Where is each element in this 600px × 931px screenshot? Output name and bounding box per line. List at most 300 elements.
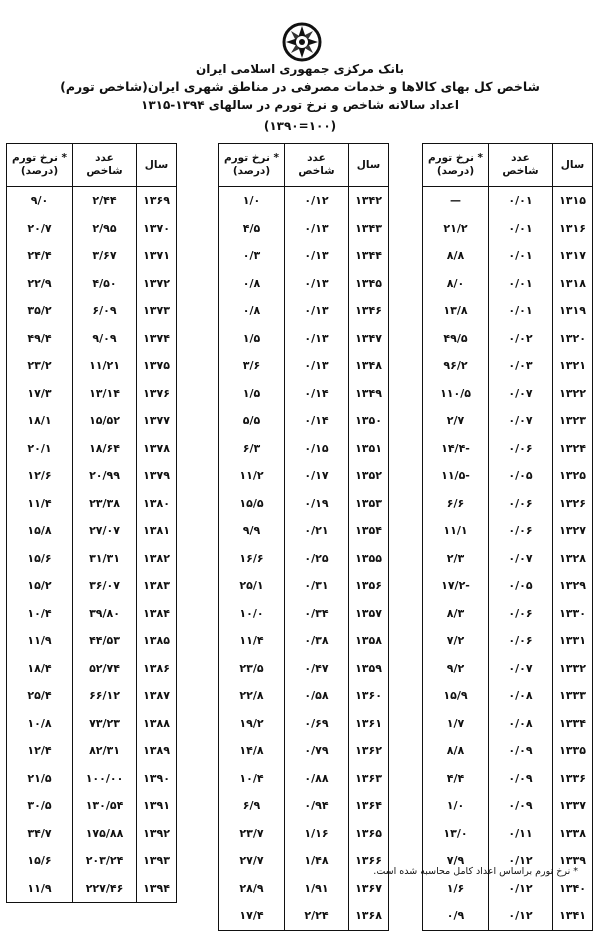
inflation-cell: ۱/۵ — [219, 380, 285, 408]
index-cell: ۰/۶۹ — [285, 710, 349, 738]
index-cell: ۰/۱۲ — [489, 875, 553, 903]
inflation-header: * نرخ تورم (درصد) — [423, 144, 489, 187]
report-header — [0, 0, 600, 140]
table-row — [219, 490, 389, 518]
index-cell: ۰/۱۷ — [285, 462, 349, 490]
table-row — [219, 517, 389, 545]
year-cell: ۱۳۶۳ — [349, 765, 389, 793]
index-cell: ۶۶/۱۲ — [73, 682, 137, 710]
inflation-cell: ۲۵/۱ — [219, 572, 285, 600]
year-cell: ۱۳۵۷ — [349, 600, 389, 628]
inflation-cell: -۱۷/۲ — [423, 572, 489, 600]
table-row — [423, 627, 593, 655]
inflation-cell: ۲۲/۸ — [219, 682, 285, 710]
table-row — [423, 407, 593, 435]
year-cell: ۱۳۲۳ — [553, 407, 593, 435]
index-cell: ۰/۱۳ — [285, 352, 349, 380]
year-cell: ۱۳۵۰ — [349, 407, 389, 435]
year-cell: ۱۳۲۲ — [553, 380, 593, 408]
year-cell: ۱۳۴۷ — [349, 325, 389, 353]
year-cell: ۱۳۵۹ — [349, 655, 389, 683]
index-cell: ۰/۰۶ — [489, 517, 553, 545]
index-header: عدد شاخص — [489, 144, 553, 187]
year-cell: ۱۳۷۵ — [137, 352, 177, 380]
index-cell: ۰/۰۶ — [489, 627, 553, 655]
index-cell: ۰/۰۹ — [489, 737, 553, 765]
table-row — [7, 737, 177, 765]
index-cell: ۰/۱۳ — [285, 297, 349, 325]
inflation-cell: ۷/۲ — [423, 627, 489, 655]
table-row — [219, 902, 389, 930]
year-cell: ۱۳۳۹ — [553, 847, 593, 875]
index-cell: ۰/۰۷ — [489, 655, 553, 683]
inflation-cell: ۰/۸ — [219, 270, 285, 298]
inflation-cell: ۱۸/۴ — [7, 655, 73, 683]
index-cell: ۰/۰۸ — [489, 682, 553, 710]
inflation-cell: -۱۱/۵ — [423, 462, 489, 490]
inflation-cell: ۱۱/۹ — [7, 627, 73, 655]
inflation-cell: ۸/۰ — [423, 270, 489, 298]
index-cell: ۴۴/۵۳ — [73, 627, 137, 655]
inflation-cell: ۷/۹ — [423, 847, 489, 875]
table-row — [219, 215, 389, 243]
index-cell: ۰/۰۶ — [489, 435, 553, 463]
table-row — [7, 242, 177, 270]
year-cell: ۱۳۳۷ — [553, 792, 593, 820]
index-cell: ۰/۱۴ — [285, 407, 349, 435]
year-cell: ۱۳۲۹ — [553, 572, 593, 600]
inflation-cell: ۱۰/۴ — [219, 765, 285, 793]
year-cell: ۱۳۶۸ — [349, 902, 389, 930]
year-cell: ۱۳۹۰ — [137, 765, 177, 793]
year-cell: ۱۳۱۸ — [553, 270, 593, 298]
index-cell: ۱/۴۸ — [285, 847, 349, 875]
inflation-cell: ۱۷/۴ — [219, 902, 285, 930]
year-cell: ۱۳۷۰ — [137, 215, 177, 243]
table-row — [219, 270, 389, 298]
table-row — [7, 820, 177, 848]
table-row — [423, 462, 593, 490]
index-cell: ۰/۰۳ — [489, 352, 553, 380]
year-cell: ۱۳۸۰ — [137, 490, 177, 518]
table-row — [7, 545, 177, 573]
table-row — [7, 297, 177, 325]
table-row — [423, 215, 593, 243]
table-row — [423, 545, 593, 573]
year-cell: ۱۳۵۸ — [349, 627, 389, 655]
index-cell: ۵۲/۷۴ — [73, 655, 137, 683]
inflation-cell: ۲۷/۷ — [219, 847, 285, 875]
table-row — [219, 187, 389, 215]
index-cell: ۰/۱۵ — [285, 435, 349, 463]
table-row — [423, 572, 593, 600]
year-cell: ۱۳۶۴ — [349, 792, 389, 820]
index-cell: ۰/۷۹ — [285, 737, 349, 765]
index-cell: ۲۰/۹۹ — [73, 462, 137, 490]
year-cell: ۱۳۹۳ — [137, 847, 177, 875]
year-cell: ۱۳۳۴ — [553, 710, 593, 738]
year-cell: ۱۳۴۲ — [349, 187, 389, 215]
central-bank-logo-icon — [282, 22, 322, 62]
year-header: سال — [137, 144, 177, 187]
index-cell: ۰/۰۶ — [489, 490, 553, 518]
year-cell: ۱۳۲۴ — [553, 435, 593, 463]
inflation-cell: ۵/۵ — [219, 407, 285, 435]
year-cell: ۱۳۳۵ — [553, 737, 593, 765]
table-row — [423, 820, 593, 848]
year-cell: ۱۳۷۱ — [137, 242, 177, 270]
inflation-cell: ۱/۰ — [423, 792, 489, 820]
table-row — [7, 215, 177, 243]
index-cell: ۰/۰۱ — [489, 187, 553, 215]
table-row — [219, 600, 389, 628]
table-row — [423, 902, 593, 930]
table-row — [7, 847, 177, 875]
index-cell: ۰/۵۸ — [285, 682, 349, 710]
index-cell: ۰/۹۴ — [285, 792, 349, 820]
index-cell: ۰/۲۱ — [285, 517, 349, 545]
table-row — [7, 600, 177, 628]
index-cell: ۰/۰۷ — [489, 545, 553, 573]
inflation-cell: ۱۱/۱ — [423, 517, 489, 545]
inflation-cell: ۱۱/۴ — [219, 627, 285, 655]
base-year-note: (۱۰۰=۱۳۹۰) — [263, 119, 337, 133]
inflation-cell: ۴۹/۵ — [423, 325, 489, 353]
inflation-cell: ۲۰/۷ — [7, 215, 73, 243]
year-cell: ۱۳۵۵ — [349, 545, 389, 573]
year-cell: ۱۳۹۲ — [137, 820, 177, 848]
inflation-header: * نرخ تورم (درصد) — [219, 144, 285, 187]
inflation-cell: ۱۹/۲ — [219, 710, 285, 738]
year-cell: ۱۳۸۲ — [137, 545, 177, 573]
inflation-cell: ۱۰/۰ — [219, 600, 285, 628]
year-header: سال — [553, 144, 593, 187]
index-cell: ۲۷/۰۷ — [73, 517, 137, 545]
inflation-cell: ۴۹/۴ — [7, 325, 73, 353]
index-cell: ۰/۰۲ — [489, 325, 553, 353]
year-cell: ۱۳۶۱ — [349, 710, 389, 738]
footnote: * نرخ تورم براساس اعداد کامل محاسبه شده است. — [373, 866, 578, 877]
index-cell: ۰/۰۷ — [489, 407, 553, 435]
index-cell: ۱۳/۱۴ — [73, 380, 137, 408]
index-cell: ۲/۴۴ — [73, 187, 137, 215]
inflation-cell: ۱۸/۱ — [7, 407, 73, 435]
inflation-cell: ۴/۵ — [219, 215, 285, 243]
year-cell: ۱۳۶۵ — [349, 820, 389, 848]
table-row — [7, 325, 177, 353]
table-1342-1368 — [218, 143, 389, 931]
index-cell: ۷۳/۲۳ — [73, 710, 137, 738]
index-cell: ۰/۰۵ — [489, 462, 553, 490]
year-cell: ۱۳۵۲ — [349, 462, 389, 490]
year-cell: ۱۳۸۶ — [137, 655, 177, 683]
year-cell: ۱۳۲۶ — [553, 490, 593, 518]
index-cell: ۰/۰۹ — [489, 792, 553, 820]
inflation-cell: ۱۱/۲ — [219, 462, 285, 490]
index-cell: ۱۸/۶۴ — [73, 435, 137, 463]
inflation-cell: ۲/۳ — [423, 545, 489, 573]
index-cell: ۰/۳۱ — [285, 572, 349, 600]
table-row — [7, 490, 177, 518]
year-cell: ۱۳۸۱ — [137, 517, 177, 545]
table-row — [7, 462, 177, 490]
inflation-cell: ۳/۶ — [219, 352, 285, 380]
index-cell: ۳/۶۷ — [73, 242, 137, 270]
bank-name: بانک مرکزی جمهوری اسلامی ایران — [196, 62, 404, 76]
year-cell: ۱۳۴۴ — [349, 242, 389, 270]
inflation-cell: ۸/۸ — [423, 242, 489, 270]
index-cell: ۱۱/۲۱ — [73, 352, 137, 380]
year-cell: ۱۳۵۴ — [349, 517, 389, 545]
year-cell: ۱۳۹۱ — [137, 792, 177, 820]
table-row — [423, 710, 593, 738]
table-row — [7, 655, 177, 683]
table-row — [7, 352, 177, 380]
year-cell: ۱۳۸۹ — [137, 737, 177, 765]
index-cell: ۰/۲۵ — [285, 545, 349, 573]
inflation-cell: ۲۳/۷ — [219, 820, 285, 848]
year-cell: ۱۳۴۳ — [349, 215, 389, 243]
inflation-cell: ۱۵/۸ — [7, 517, 73, 545]
index-cell: ۰/۰۶ — [489, 600, 553, 628]
inflation-cell: ۱۳/۸ — [423, 297, 489, 325]
table-row — [219, 737, 389, 765]
table-row — [219, 765, 389, 793]
year-cell: ۱۳۴۶ — [349, 297, 389, 325]
index-cell: ۰/۰۱ — [489, 242, 553, 270]
inflation-header: * نرخ تورم (درصد) — [7, 144, 73, 187]
inflation-cell: ۱/۵ — [219, 325, 285, 353]
inflation-cell: ۱۷/۳ — [7, 380, 73, 408]
table-row — [423, 875, 593, 903]
index-cell: ۱۷۵/۸۸ — [73, 820, 137, 848]
table-row — [423, 270, 593, 298]
inflation-cell: ۱۵/۲ — [7, 572, 73, 600]
year-cell: ۱۳۸۳ — [137, 572, 177, 600]
inflation-cell: ۱۲/۴ — [7, 737, 73, 765]
table-1369-1394 — [6, 143, 177, 903]
inflation-cell: ۱۵/۶ — [7, 545, 73, 573]
year-cell: ۱۳۷۴ — [137, 325, 177, 353]
year-cell: ۱۳۴۰ — [553, 875, 593, 903]
inflation-cell: ۶/۳ — [219, 435, 285, 463]
index-cell: ۹/۰۹ — [73, 325, 137, 353]
index-cell: ۰/۱۲ — [489, 902, 553, 930]
inflation-cell: ۹۶/۲ — [423, 352, 489, 380]
inflation-cell: ۲۱/۵ — [7, 765, 73, 793]
table-1315-1341 — [422, 143, 593, 931]
index-cell: ۰/۳۸ — [285, 627, 349, 655]
table-row — [7, 682, 177, 710]
table-row — [7, 187, 177, 215]
year-cell: ۱۳۲۵ — [553, 462, 593, 490]
inflation-cell: ۱۰/۸ — [7, 710, 73, 738]
table-row — [219, 710, 389, 738]
table-row — [423, 655, 593, 683]
table-row — [219, 655, 389, 683]
index-cell: ۶/۰۹ — [73, 297, 137, 325]
report-title: شاخص کل بهای کالاها و خدمات مصرفی در مناطق شهری ایران(شاخص تورم) — [60, 79, 540, 94]
inflation-cell: ۲۵/۴ — [7, 682, 73, 710]
inflation-cell: ۱۵/۵ — [219, 490, 285, 518]
index-cell: ۱/۱۶ — [285, 820, 349, 848]
year-cell: ۱۳۱۷ — [553, 242, 593, 270]
index-cell: ۰/۱۲ — [285, 187, 349, 215]
inflation-cell: ۲/۷ — [423, 407, 489, 435]
index-cell: ۰/۰۱ — [489, 270, 553, 298]
table-row — [219, 847, 389, 875]
inflation-cell: ۸/۸ — [423, 737, 489, 765]
year-cell: ۱۳۳۰ — [553, 600, 593, 628]
table-row — [423, 517, 593, 545]
inflation-cell: ۱۲/۶ — [7, 462, 73, 490]
year-cell: ۱۳۶۹ — [137, 187, 177, 215]
index-cell: ۱۳۰/۵۴ — [73, 792, 137, 820]
inflation-cell: ۱/۰ — [219, 187, 285, 215]
year-cell: ۱۳۸۵ — [137, 627, 177, 655]
inflation-cell: ۱/۶ — [423, 875, 489, 903]
table-row — [219, 380, 389, 408]
inflation-cell: ۱۱/۴ — [7, 490, 73, 518]
index-cell: ۰/۸۸ — [285, 765, 349, 793]
index-cell: ۴/۵۰ — [73, 270, 137, 298]
year-cell: ۱۳۳۶ — [553, 765, 593, 793]
year-cell: ۱۳۶۷ — [349, 875, 389, 903]
table-row — [423, 600, 593, 628]
inflation-cell: ۲۸/۹ — [219, 875, 285, 903]
table-row — [7, 792, 177, 820]
year-cell: ۱۳۳۲ — [553, 655, 593, 683]
inflation-cell: ۸/۳ — [423, 600, 489, 628]
table-row — [423, 352, 593, 380]
index-cell: ۲/۲۴ — [285, 902, 349, 930]
inflation-cell: ۲۳/۵ — [219, 655, 285, 683]
table-row — [219, 875, 389, 903]
index-cell: ۰/۱۳ — [285, 242, 349, 270]
table-row — [7, 270, 177, 298]
index-header: عدد شاخص — [285, 144, 349, 187]
index-cell: ۰/۱۲ — [489, 847, 553, 875]
index-cell: ۰/۱۹ — [285, 490, 349, 518]
inflation-cell: ۶/۹ — [219, 792, 285, 820]
inflation-cell: ۴/۴ — [423, 765, 489, 793]
inflation-cell: ۲۱/۲ — [423, 215, 489, 243]
index-cell: ۰/۱۳ — [285, 325, 349, 353]
inflation-cell: ۳۵/۲ — [7, 297, 73, 325]
year-cell: ۱۳۸۷ — [137, 682, 177, 710]
index-cell: ۰/۰۱ — [489, 215, 553, 243]
inflation-cell: ۱۴/۸ — [219, 737, 285, 765]
index-cell: ۰/۱۴ — [285, 380, 349, 408]
table-row — [423, 765, 593, 793]
year-cell: ۱۳۷۸ — [137, 435, 177, 463]
index-cell: ۰/۰۱ — [489, 297, 553, 325]
inflation-cell: -۱۴/۴ — [423, 435, 489, 463]
table-row — [423, 792, 593, 820]
report-subtitle: اعداد سالانه شاخص و نرخ تورم در سالهای ۱۳۹۴-۱۳۱۵ — [141, 98, 459, 112]
year-cell: ۱۳۶۶ — [349, 847, 389, 875]
index-cell: ۰/۰۸ — [489, 710, 553, 738]
inflation-cell: ۶/۶ — [423, 490, 489, 518]
year-cell: ۱۳۲۷ — [553, 517, 593, 545]
year-cell: ۱۳۵۶ — [349, 572, 389, 600]
inflation-cell: ۳۰/۵ — [7, 792, 73, 820]
year-cell: ۱۳۲۱ — [553, 352, 593, 380]
table-row — [219, 242, 389, 270]
year-cell: ۱۳۴۹ — [349, 380, 389, 408]
table-row — [7, 875, 177, 903]
table-row — [7, 710, 177, 738]
index-cell: ۳۱/۳۱ — [73, 545, 137, 573]
inflation-cell: ۱۳/۰ — [423, 820, 489, 848]
year-cell: ۱۳۶۲ — [349, 737, 389, 765]
index-cell: ۲/۹۵ — [73, 215, 137, 243]
table-row — [423, 380, 593, 408]
inflation-cell: ۹/۹ — [219, 517, 285, 545]
table-row — [219, 325, 389, 353]
inflation-cell: ۱۱/۹ — [7, 875, 73, 903]
table-row — [423, 325, 593, 353]
table-row — [423, 187, 593, 215]
index-cell: ۰/۰۹ — [489, 765, 553, 793]
table-row — [219, 297, 389, 325]
year-cell: ۱۳۵۱ — [349, 435, 389, 463]
table-row — [219, 407, 389, 435]
table-row — [219, 792, 389, 820]
inflation-cell: ۱۵/۶ — [7, 847, 73, 875]
table-row — [219, 820, 389, 848]
index-cell: ۰/۴۷ — [285, 655, 349, 683]
inflation-cell: ۹/۰ — [7, 187, 73, 215]
year-cell: ۱۳۵۳ — [349, 490, 389, 518]
year-header: سال — [349, 144, 389, 187]
index-header: عدد شاخص — [73, 144, 137, 187]
inflation-cell: ۱۵/۹ — [423, 682, 489, 710]
index-cell: ۰/۱۱ — [489, 820, 553, 848]
index-cell: ۸۲/۳۱ — [73, 737, 137, 765]
index-cell: ۱/۹۱ — [285, 875, 349, 903]
table-row — [219, 627, 389, 655]
year-cell: ۱۳۱۹ — [553, 297, 593, 325]
year-cell: ۱۳۴۸ — [349, 352, 389, 380]
inflation-cell: ۲۳/۲ — [7, 352, 73, 380]
index-cell: ۱۰۰/۰۰ — [73, 765, 137, 793]
table-row — [219, 435, 389, 463]
inflation-cell: ۰/۸ — [219, 297, 285, 325]
index-cell: ۳۹/۸۰ — [73, 600, 137, 628]
index-cell: ۲۳/۳۸ — [73, 490, 137, 518]
table-row — [219, 545, 389, 573]
inflation-cell: ۳۴/۷ — [7, 820, 73, 848]
table-row — [7, 572, 177, 600]
year-cell: ۱۳۷۹ — [137, 462, 177, 490]
inflation-cell: ۱۱۰/۵ — [423, 380, 489, 408]
year-cell: ۱۳۶۰ — [349, 682, 389, 710]
inflation-cell: ۱۰/۴ — [7, 600, 73, 628]
index-cell: ۳۶/۰۷ — [73, 572, 137, 600]
inflation-cell: ۰/۹ — [423, 902, 489, 930]
index-cell: ۰/۱۳ — [285, 270, 349, 298]
year-cell: ۱۳۴۱ — [553, 902, 593, 930]
table-row — [219, 572, 389, 600]
year-cell: ۱۳۱۶ — [553, 215, 593, 243]
index-cell: ۰/۰۵ — [489, 572, 553, 600]
year-cell: ۱۳۳۱ — [553, 627, 593, 655]
inflation-cell: ۰/۳ — [219, 242, 285, 270]
inflation-cell: ۲۲/۹ — [7, 270, 73, 298]
year-cell: ۱۳۳۸ — [553, 820, 593, 848]
year-cell: ۱۳۱۵ — [553, 187, 593, 215]
